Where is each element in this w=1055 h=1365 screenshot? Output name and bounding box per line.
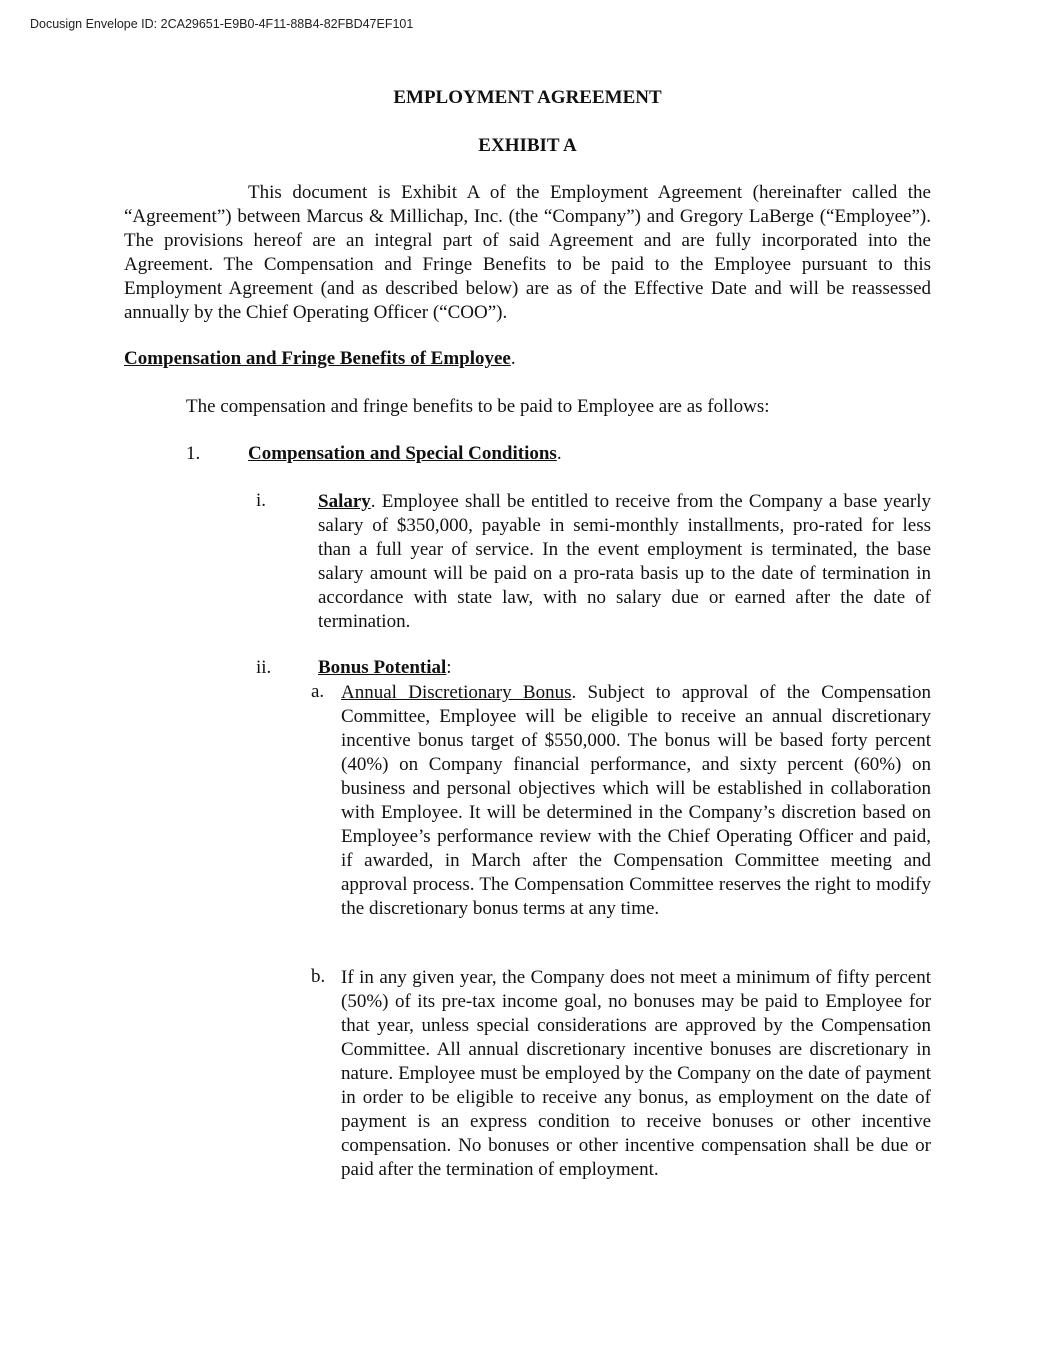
section-heading-text: Compensation and Fringe Benefits of Employee [124, 348, 511, 369]
annual-bonus-paragraph [341, 681, 931, 921]
item-heading [248, 443, 562, 465]
annual-bonus-heading: Annual Discretionary Bonus [341, 682, 572, 703]
intro-paragraph: This document is Exhibit A of the Employment Agreement (hereinafter called the “Agreement”) between Marcus & Millichap, Inc. (the “Company”) and Gregory LaBerge (“Employee”). The provisions hereof are an integral part of said Agreement and are fully incorporated into the Agreement. The Compensation and Fringe Benefits to be paid to the Employee pursuant to this Employment Agreement (and as described below) are as of the Effective Date and will be reassessed annually by the Chief Operating Officer (“COO”). [124, 182, 931, 323]
salary-heading-punct: . [370, 491, 376, 512]
minimum-income-paragraph: If in any given year, the Company does not meet a minimum of fifty percent (50%) of its pre-tax income goal, no bonuses may be paid to Employee for that year, unless special considerations are approved by the Compensation Committee. All annual discretionary incentive bonuses are discretionary in nature. Employee must be employed by the Company on the date of payment in order to be eligible to receive any bonus, as employment on the date of payment is an express condition to receive bonuses or other incentive compensation. No bonuses or other incentive compensation shall be due or paid after the termination of employment. [341, 967, 931, 1180]
item-heading-text: Compensation and Special Conditions [248, 443, 557, 464]
annual-bonus-text: Subject to approval of the Compensation Committee, Employee will be eligible to receive an annual discretionary incentive bonus target of $550,000. The bonus will be based forty percent (40%) on Company financial performance, and sixty percent (60%) on business and personal objectives which will be established in collaboration with Employee. It will be determined in the Company’s discretion based on Employee’s performance review with the Chief Operating Officer and paid, if awarded, in March after the Compensation Committee meeting and approval process. The Compensation Committee reserves the right to modify the discretionary bonus terms at any time. [341, 682, 931, 919]
bonus-potential-heading [318, 657, 452, 679]
annual-bonus-heading-punct: . [571, 682, 577, 703]
section-heading [124, 348, 516, 370]
document-title: EMPLOYMENT AGREEMENT [393, 87, 662, 108]
salary-heading: Salary [318, 491, 371, 512]
bonus-heading-punct: : [446, 657, 452, 678]
exhibit-title: EXHIBIT A [478, 135, 577, 156]
part-letter-a: a. [311, 681, 325, 702]
item-number: 1. [186, 443, 201, 464]
bonus-heading-text: Bonus Potential [318, 657, 447, 678]
section-heading-punct: . [510, 348, 516, 369]
subitem-numeral-salary: i. [256, 490, 267, 511]
salary-paragraph [318, 490, 931, 634]
subitem-numeral-bonus: ii. [256, 657, 272, 678]
salary-text: Employee shall be entitled to receive from the Company a base yearly salary of $350,000, payable in semi-monthly installments, pro-rated for less than a full year of service. In the event employment is terminated, the base salary amount will be paid on a pro-rata basis up to the date of termination in accordance with state law, with no salary due or earned after the date of termination. [318, 491, 931, 632]
part-letter-b: b. [311, 966, 326, 987]
docusign-envelope-id: Docusign Envelope ID: 2CA29651-E9B0-4F11-88B4-82FBD47EF101 [30, 17, 414, 31]
item-heading-punct: . [556, 443, 562, 464]
lead-sentence: The compensation and fringe benefits to be paid to Employee are as follows: [186, 396, 770, 417]
